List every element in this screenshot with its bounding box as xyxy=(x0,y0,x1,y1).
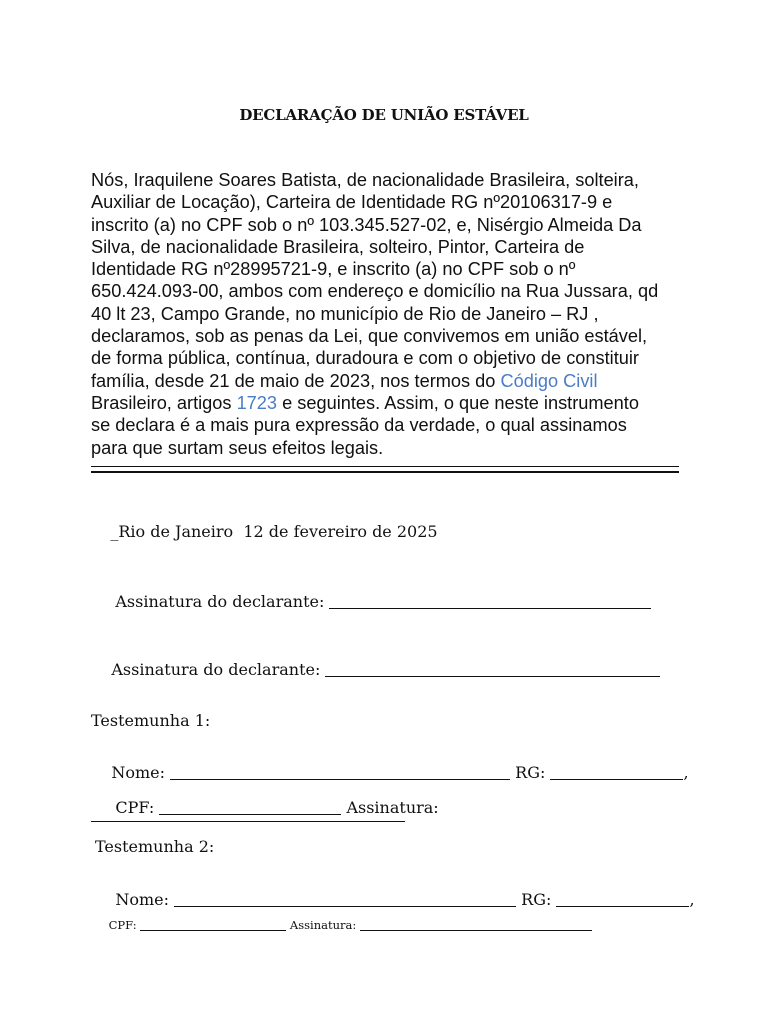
witness-2-rg-label: RG: xyxy=(516,890,557,909)
place-date-text: _Rio de Janeiro 12 de fevereiro de 2025 xyxy=(110,522,438,541)
witness-2-name-label: Nome: xyxy=(115,890,175,909)
paragraph-text-part-1: Nós, Iraquilene Soares Batista, de nacionalidade Brasileira, solteira, Auxiliar de Locação), Carteira de Identidade RG nº20106317-9 e inscrito (a) no CPF sob o nº 103.345.527-02, e, Nisérgio Almeida Da Silva, de nacionalidade Brasileira, solteiro, Pintor, Carteira de Identidade RG nº28995721-9, e inscrito (a) no CPF sob o nº 650.424.093-00, ambos com endereço e domicílio na Rua Jussara, qd 40 lt 23, Campo Grande, no município de Rio de Janeiro – RJ , declaramos, sob as penas da Lei, que convivemos em união estável, de forma pública, contínua, duradoura e com o objetivo de constituir família, desde 21 de maio de 2023, nos termos do xyxy=(91,170,659,391)
witness-1-rg-field[interactable] xyxy=(550,778,683,780)
signature-line-2 xyxy=(91,641,660,698)
witness-2-cpf-field[interactable] xyxy=(140,929,286,931)
witness-1-signature-label: Assinatura: xyxy=(341,798,439,817)
codigo-civil-link[interactable]: Código Civil xyxy=(500,370,598,391)
declaration-paragraph xyxy=(91,169,691,459)
witness-1-name-label: Nome: xyxy=(111,763,171,782)
article-1723-link[interactable]: 1723 xyxy=(236,392,278,413)
witness-1-heading: Testemunha 1: xyxy=(91,711,211,730)
witness-2-cpf-label: CPF: xyxy=(108,918,141,932)
signature-label-2: Assinatura do declarante: xyxy=(111,660,326,679)
document-title: DECLARAÇÃO DE UNIÃO ESTÁVEL xyxy=(239,106,529,124)
witness-2-signature-label: Assinatura: xyxy=(286,918,360,932)
witness-1-cpf-field[interactable] xyxy=(159,813,341,815)
witness-1-rg-suffix: , xyxy=(683,763,689,782)
paragraph-text-part-2: Brasileiro, artigos xyxy=(91,392,232,413)
signature-field-1[interactable] xyxy=(329,607,651,609)
signature-field-2[interactable] xyxy=(325,675,660,677)
witness-1-cpf-line xyxy=(95,779,439,836)
horizontal-rule-top xyxy=(91,466,679,467)
signature-line-1 xyxy=(95,573,651,630)
paragraph-text-part-3: e seguintes. Assim, o que neste instrumento se declara é a mais pura expressão da verdade, o qual assinamos para que surtam seus efeitos legais. xyxy=(91,392,639,458)
witness-1-cpf-label: CPF: xyxy=(115,798,160,817)
witness-2-heading: Testemunha 2: xyxy=(95,837,215,856)
witness-2-cpf-line xyxy=(94,904,592,946)
horizontal-rule-bottom xyxy=(91,471,679,473)
witness-2-rg-suffix: , xyxy=(689,890,695,909)
signature-label-1: Assinatura do declarante: xyxy=(115,592,330,611)
witness-1-signature-field[interactable] xyxy=(91,820,405,822)
witness-1-rg-label: RG: xyxy=(510,763,551,782)
witness-2-signature-field[interactable] xyxy=(360,929,592,931)
place-date-line xyxy=(90,503,438,560)
